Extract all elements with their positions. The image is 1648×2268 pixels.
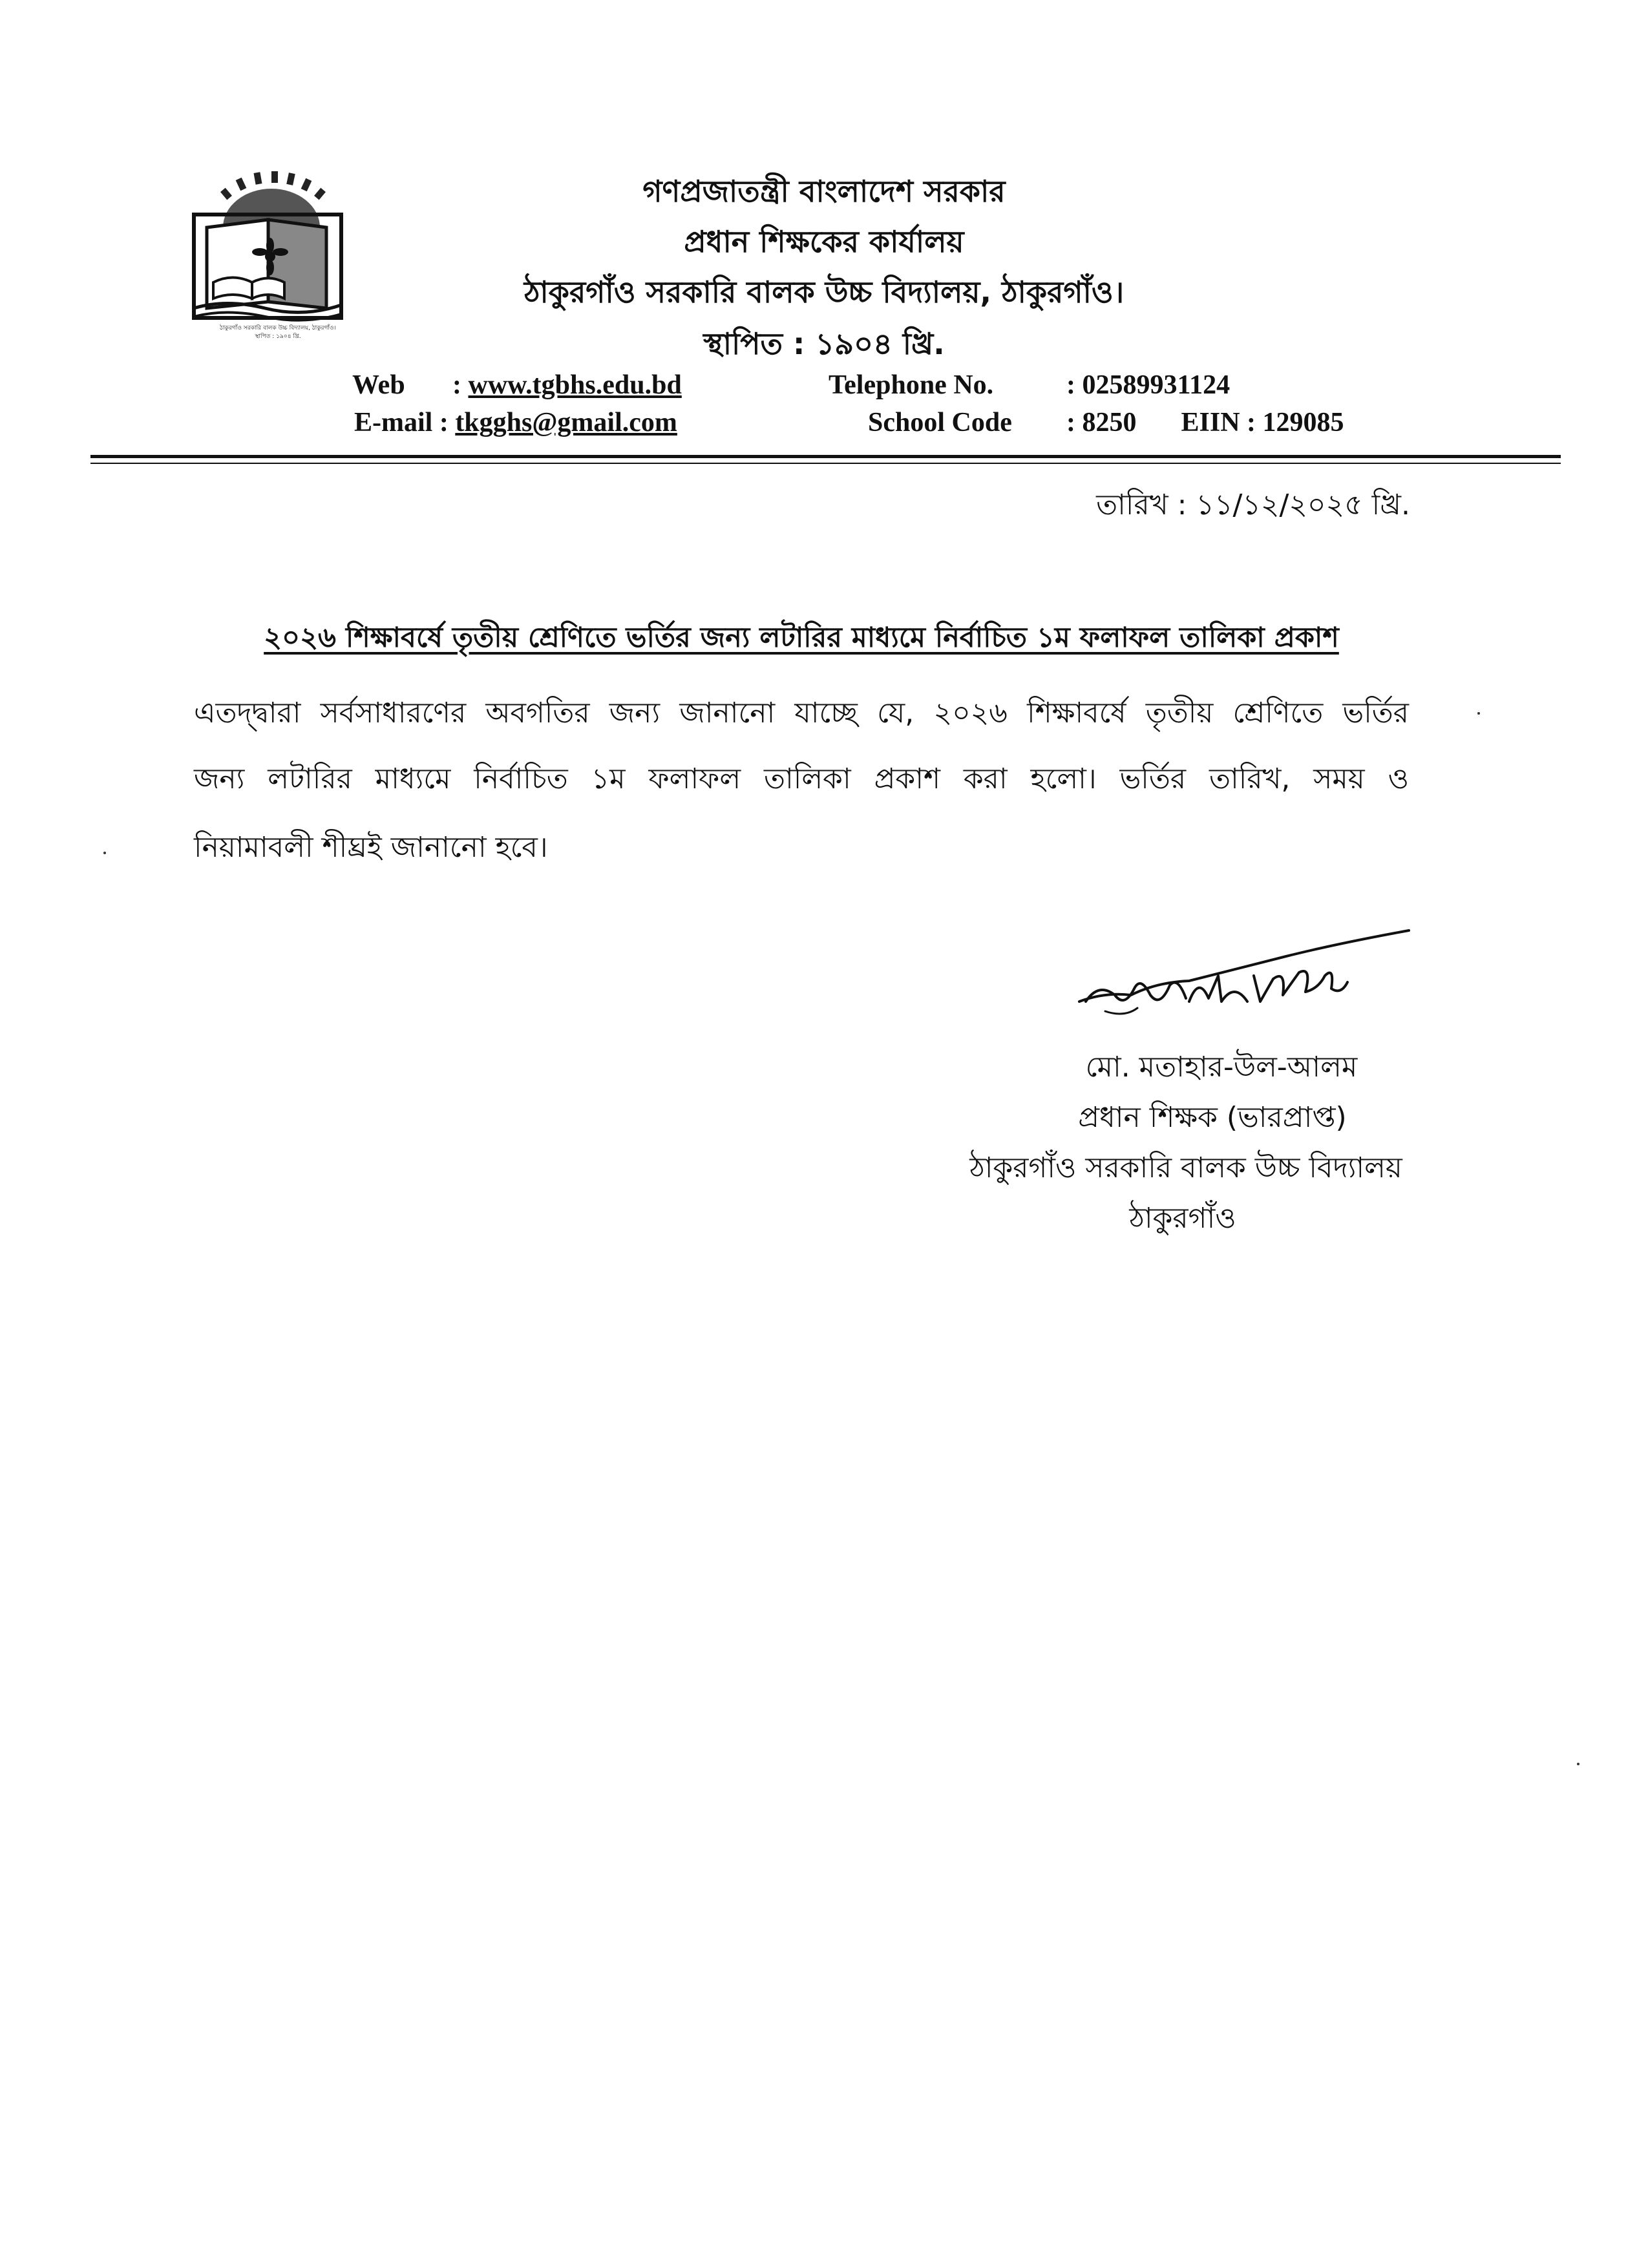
telephone-value: : 02589931124: [1066, 370, 1231, 400]
logo-caption-line2: স্থাপিত : ১৯০৪ খ্রি.: [255, 333, 301, 340]
header-divider-thin: [90, 463, 1561, 464]
email-label: E-mail :: [354, 408, 449, 437]
signatory-institution: ঠাকুরগাঁও সরকারি বালক উচ্চ বিদ্যালয়: [969, 1151, 1402, 1184]
school-code-value: : 8250: [1066, 408, 1137, 437]
logo-caption-line1: ঠাকুরগাঁও সরকারি বালক উচ্চ বিদ্যালয়, ঠাকুরগাঁও।: [220, 325, 336, 331]
email-link[interactable]: tkgghs@gmail.com: [455, 408, 677, 437]
signatory-location: ঠাকুরগাঁও: [1129, 1202, 1236, 1235]
logo-caption: [200, 324, 355, 341]
notice-date: তারিখ : ১১/১২/২০২৫ খ্রি.: [1096, 488, 1410, 521]
signatory-name: মো. মতাহার-উল-আলম: [1085, 1051, 1358, 1084]
website-link[interactable]: www.tgbhs.edu.bd: [468, 370, 682, 400]
handwritten-signature: [1028, 905, 1415, 1060]
school-logo-emblem-icon: [187, 169, 349, 324]
school-code-row: [1066, 407, 1344, 438]
notice-body-line2: জন্য লটারির মাধ্যমে নির্বাচিত ১ম ফলাফল তালিকা প্রকাশ করা হলো। ভর্তির তারিখ, সময় ও: [194, 762, 1409, 795]
email-row: [354, 407, 677, 438]
scan-speck: [1577, 1763, 1579, 1765]
web-label-text: Web: [352, 370, 405, 400]
notice-body-line1: এতদ্দ্বারা সর্বসাধারণের অবগতির জন্য জানানো যাচ্ছে যে, ২০২৬ শিক্ষাবর্ষে তৃতীয় শ্রেণিতে ভর্তির: [194, 697, 1409, 730]
scan-speck: [1477, 712, 1480, 715]
header-divider-thick: [90, 455, 1561, 458]
web-label: [352, 370, 405, 401]
scan-speck: [103, 852, 106, 854]
notice-body-line3: নিয়ামাবলী শীঘ্রই জানানো হবে।: [194, 831, 548, 864]
school-logo: [187, 169, 349, 344]
notice-heading: ২০২৬ শিক্ষাবর্ষে তৃতীয় শ্রেণিতে ভর্তির জন্য লটারির মাধ্যমে নির্বাচিত ১ম ফলাফল তালিকা প্রকাশ: [264, 622, 1339, 654]
header-established: স্থাপিত : ১৯০৪ খ্রি.: [703, 326, 945, 361]
header-government-name: গণপ্রজাতন্ত্রী বাংলাদেশ সরকার: [642, 174, 1006, 209]
header-school-name: ঠাকুরগাঁও সরকারি বালক উচ্চ বিদ্যালয়, ঠাকুরগাঁও।: [523, 275, 1125, 310]
signature-icon: [1028, 905, 1415, 1060]
eiin-value: EIIN : 129085: [1181, 408, 1344, 437]
web-value: [452, 370, 682, 401]
signatory-designation: প্রধান শিক্ষক (ভারপ্রাপ্ত): [1078, 1101, 1347, 1134]
header-office-name: প্রধান শিক্ষকের কার্যালয়: [684, 224, 964, 259]
web-colon: :: [452, 370, 461, 400]
telephone-label: Telephone No.: [829, 370, 994, 400]
school-code-label: School Code: [868, 408, 1012, 437]
